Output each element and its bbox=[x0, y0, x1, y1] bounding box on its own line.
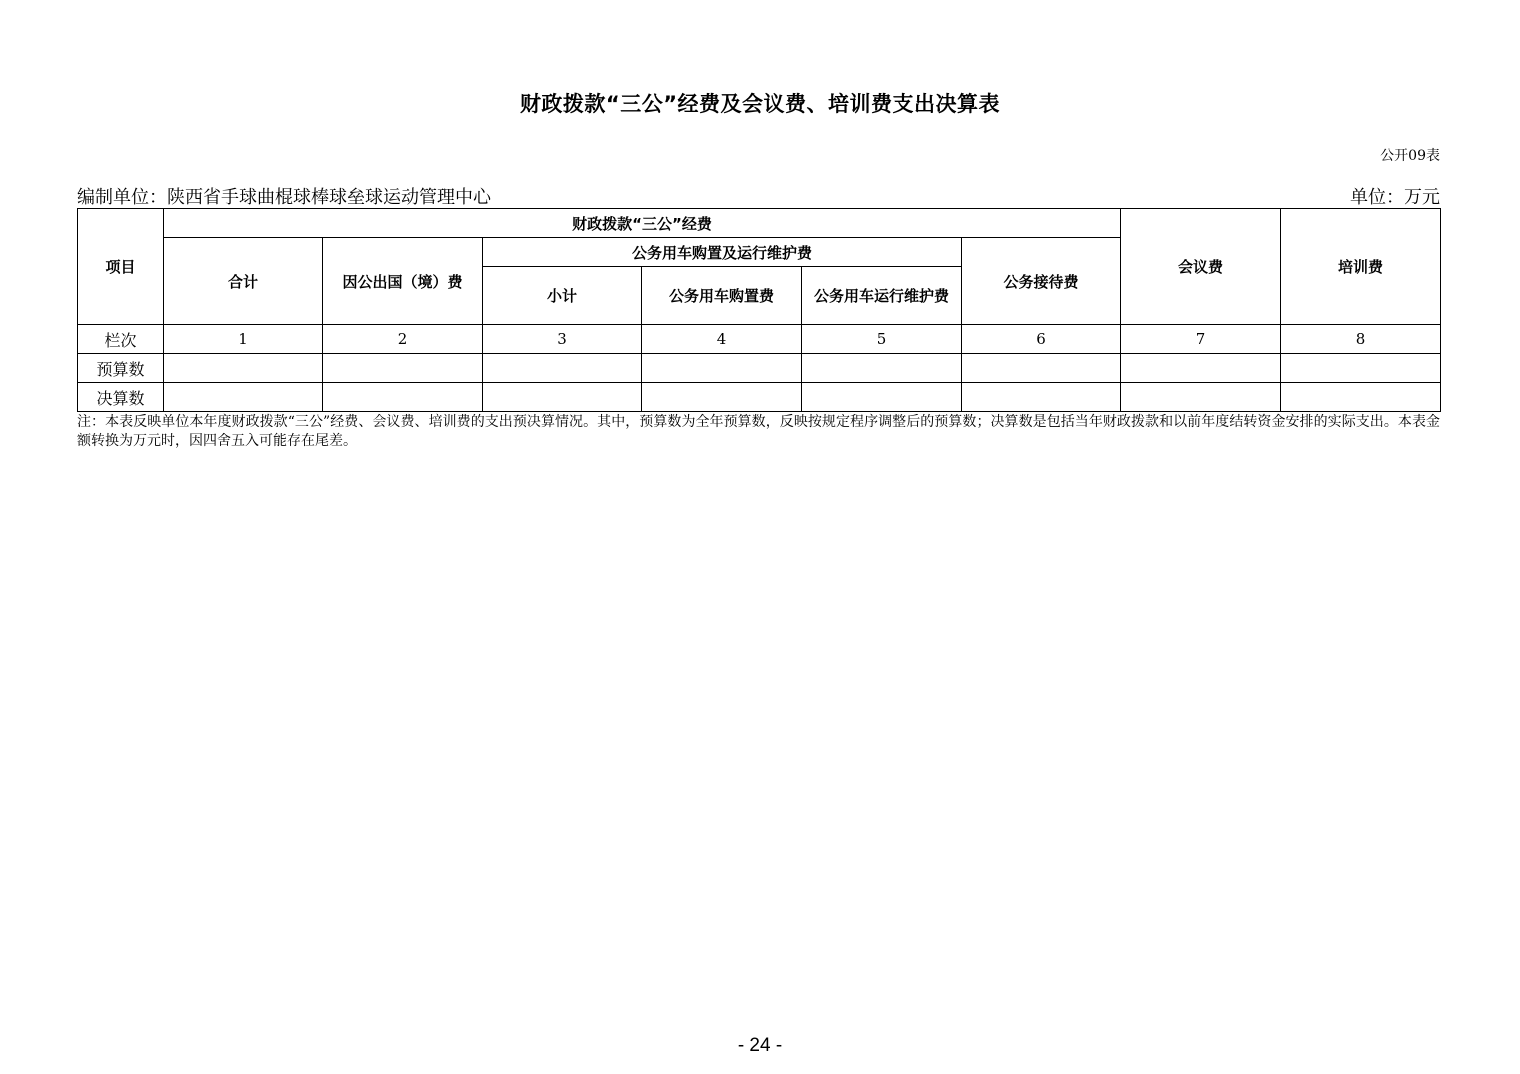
header-abroad: 因公出国（境）费 bbox=[323, 238, 483, 325]
table-cell bbox=[642, 383, 802, 412]
table-cell: 3 bbox=[483, 325, 642, 354]
table-cell bbox=[164, 383, 323, 412]
table-cell bbox=[1281, 383, 1441, 412]
header-total: 合计 bbox=[164, 238, 323, 325]
table-cell bbox=[323, 354, 483, 383]
header-reception: 公务接待费 bbox=[962, 238, 1121, 325]
header-car-group: 公务用车购置及运行维护费 bbox=[483, 238, 962, 267]
header-item: 项目 bbox=[78, 209, 164, 325]
expenditure-table bbox=[77, 208, 1441, 412]
table-cell: 1 bbox=[164, 325, 323, 354]
table-note: 注：本表反映单位本年度财政拨款“三公”经费、会议费、培训费的支出预决算情况。其中，预算数为全年预算数，反映按规定程序调整后的预算数；决算数是包括当年财政拨款和以前年度结转资金安排的实际支出。本表金额转换为万元时，因四舍五入可能存在尾差。 bbox=[77, 414, 1440, 449]
row-label: 决算数 bbox=[78, 383, 164, 412]
header-car-purchase: 公务用车购置费 bbox=[642, 267, 802, 325]
compiling-unit: 编制单位：陕西省手球曲棍球棒球垒球运动管理中心 bbox=[77, 187, 491, 208]
table-cell: 8 bbox=[1281, 325, 1441, 354]
table-cell bbox=[323, 383, 483, 412]
table-cell bbox=[802, 354, 962, 383]
table-cell bbox=[1121, 354, 1281, 383]
table-row-budget bbox=[78, 354, 1441, 383]
table-cell: 5 bbox=[802, 325, 962, 354]
table-cell bbox=[483, 383, 642, 412]
table-number: 公开09表 bbox=[1380, 148, 1440, 164]
page-number: - 24 - bbox=[737, 1035, 783, 1056]
table-cell: 2 bbox=[323, 325, 483, 354]
header-car-operation: 公务用车运行维护费 bbox=[802, 267, 962, 325]
currency-unit: 单位：万元 bbox=[1350, 187, 1440, 208]
header-training: 培训费 bbox=[1281, 209, 1441, 325]
table-cell bbox=[962, 383, 1121, 412]
header-sangong-group: 财政拨款“三公”经费 bbox=[164, 209, 1121, 238]
row-label: 栏次 bbox=[78, 325, 164, 354]
page-title: 财政拨款“三公”经费及会议费、培训费支出决算表 bbox=[519, 92, 1001, 116]
table-row-column-index bbox=[78, 325, 1441, 354]
header-meeting: 会议费 bbox=[1121, 209, 1281, 325]
table-cell bbox=[642, 354, 802, 383]
table-cell bbox=[1121, 383, 1281, 412]
table-cell bbox=[483, 354, 642, 383]
header-subtotal: 小计 bbox=[483, 267, 642, 325]
table-cell bbox=[962, 354, 1121, 383]
table-cell: 6 bbox=[962, 325, 1121, 354]
row-label: 预算数 bbox=[78, 354, 164, 383]
table-cell bbox=[802, 383, 962, 412]
table-cell bbox=[164, 354, 323, 383]
table-cell bbox=[1281, 354, 1441, 383]
table-cell: 7 bbox=[1121, 325, 1281, 354]
table-cell: 4 bbox=[642, 325, 802, 354]
table-row-final bbox=[78, 383, 1441, 412]
